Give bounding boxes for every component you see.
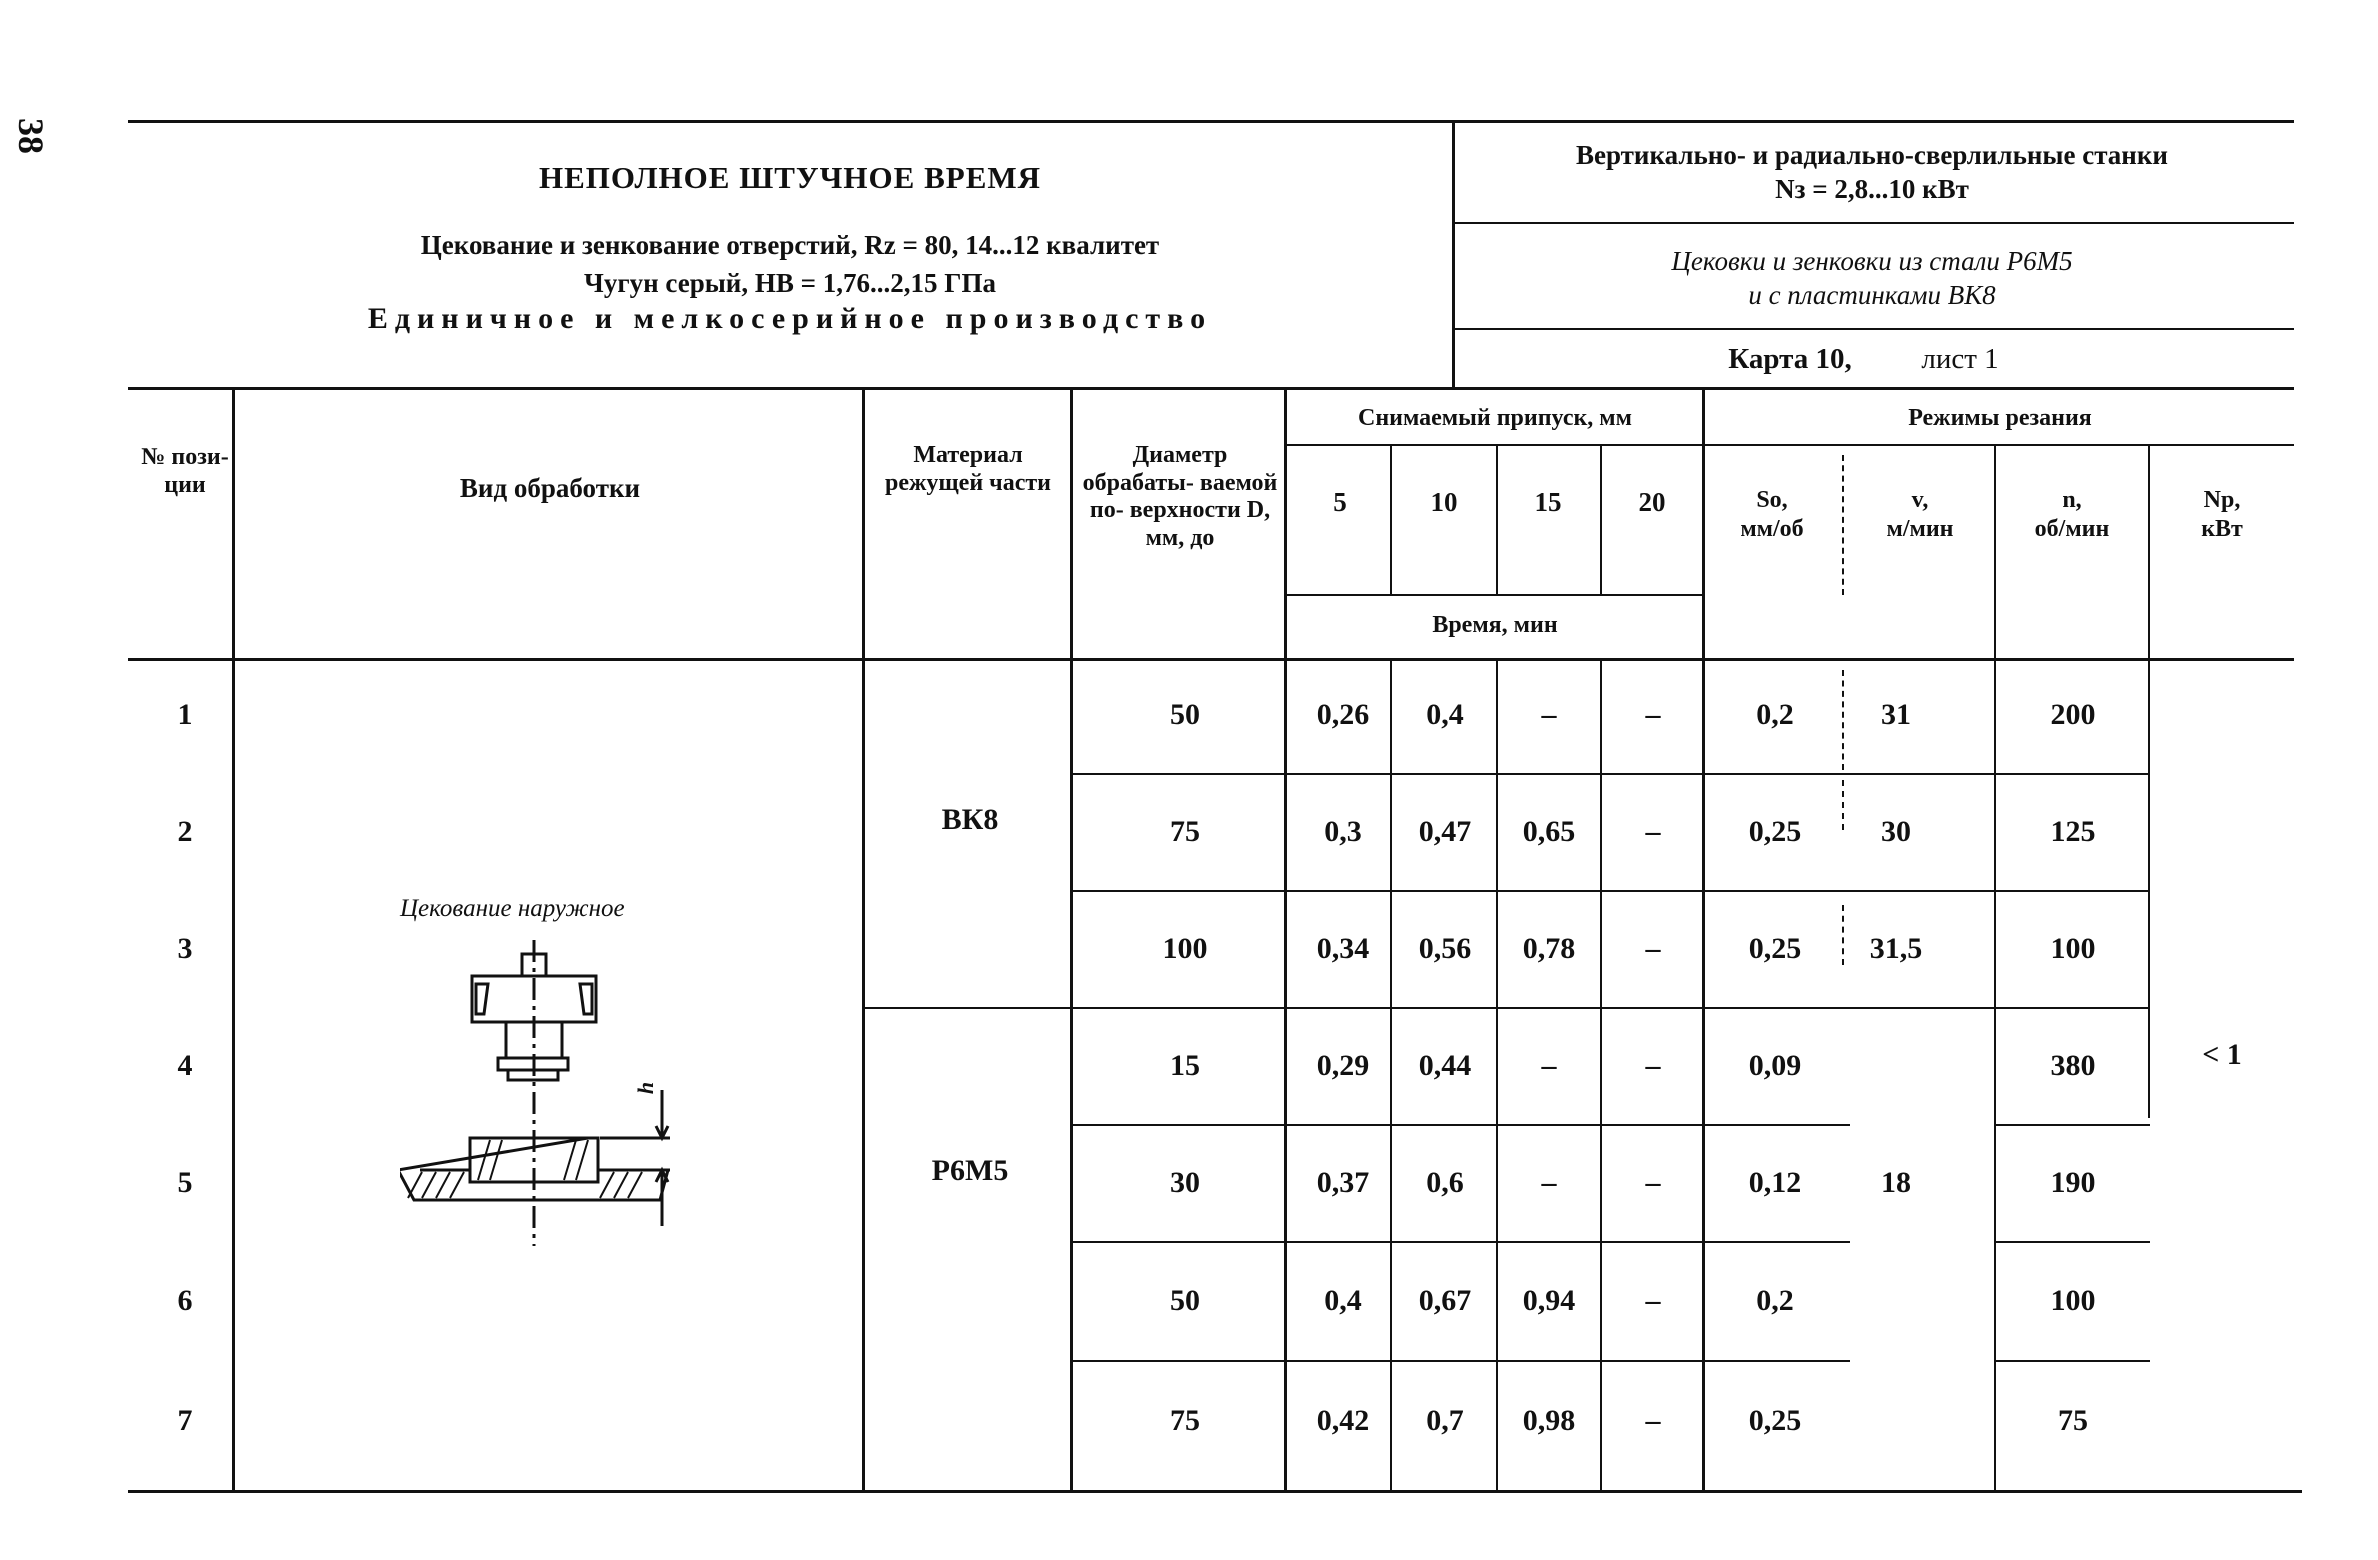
allowance-15: 15 — [1534, 487, 1562, 517]
col-line-t15-b — [1496, 658, 1498, 1490]
cell-t20: – — [1645, 932, 1661, 965]
header-right-rule-2 — [1452, 328, 2294, 330]
cell-s: 0,2 — [1756, 1284, 1794, 1317]
col-header-n: n, — [2062, 487, 2082, 513]
col-line-1 — [232, 387, 235, 1491]
cell-pos: 5 — [177, 1166, 193, 1199]
dash-sv-2 — [1842, 780, 1844, 830]
cell-t15: 0,94 — [1522, 1284, 1576, 1317]
sheet-number: лист 1 — [1921, 343, 1999, 375]
time-rule — [1284, 594, 1704, 596]
row-rule-4a — [1070, 1124, 1850, 1126]
table-header-bottom-rule — [128, 658, 2294, 661]
cell-t15: 0,65 — [1522, 815, 1576, 848]
col-header-diameter: Диаметр обрабаты- ваемой по- верхности D, мм, до — [1082, 442, 1278, 551]
row-rule-2 — [1070, 890, 2150, 892]
dash-sv-1 — [1842, 670, 1844, 770]
cell-pos: 4 — [177, 1049, 193, 1082]
col-line-2 — [862, 387, 865, 1491]
dash-sv-3 — [1842, 905, 1844, 965]
row-rule-1 — [1070, 773, 2150, 775]
row-rule-4b — [1994, 1124, 2150, 1126]
cell-t10: 0,67 — [1418, 1284, 1472, 1317]
tool-desc-2: и с пластинками ВК8 — [1748, 280, 1996, 310]
header-line-2: Чугун серый, НВ = 1,76...2,15 ГПа — [584, 268, 996, 298]
document-title: НЕПОЛНОЕ ШТУЧНОЕ ВРЕМЯ — [538, 160, 1042, 195]
allowance-rule — [1284, 444, 1704, 446]
dash-sv-header — [1842, 455, 1844, 595]
row-rule-3 — [862, 1007, 2150, 1009]
cell-t10: 0,47 — [1418, 815, 1472, 848]
sketch-dimension-h: h — [633, 1081, 659, 1095]
counterbore-sketch — [400, 940, 700, 1260]
cell-t15: – — [1541, 1166, 1557, 1199]
col-header-time: Время, мин — [1432, 612, 1558, 638]
table-bottom-rule — [128, 1490, 2302, 1493]
cell-s: 0,09 — [1748, 1049, 1802, 1082]
cell-t5: 0,26 — [1316, 698, 1370, 731]
cell-d: 50 — [1170, 698, 1200, 731]
modes-rule — [1702, 444, 2294, 446]
cell-n: 200 — [2050, 698, 2096, 731]
cell-pos: 7 — [177, 1404, 193, 1437]
material-r6m5: Р6М5 — [931, 1154, 1009, 1187]
col-header-pos: № пози- ции — [141, 444, 229, 498]
card-number: Карта 10, — [1728, 343, 1852, 375]
header-right-rule-1 — [1452, 222, 2294, 224]
cell-t20: – — [1645, 1404, 1661, 1437]
col-header-np-unit: кВт — [2201, 516, 2243, 542]
cell-t10: 0,7 — [1426, 1404, 1464, 1437]
col-line-t20-b — [1600, 658, 1602, 1490]
cell-v: 30 — [1881, 815, 1911, 848]
cell-t10: 0,4 — [1426, 698, 1464, 731]
cell-n: 125 — [2050, 815, 2096, 848]
cell-t10: 0,44 — [1418, 1049, 1472, 1082]
col-line-np — [2148, 445, 2150, 658]
cell-pos: 3 — [177, 932, 193, 965]
cell-t5: 0,42 — [1316, 1404, 1370, 1437]
row-rule-6b — [1994, 1360, 2150, 1362]
col-line-4 — [1284, 387, 1287, 1491]
tool-desc-1: Цековки и зенковки из стали Р6М5 — [1671, 246, 2073, 276]
cell-t15: 0,98 — [1522, 1404, 1576, 1437]
cell-t20: – — [1645, 1049, 1661, 1082]
cell-s: 0,25 — [1748, 932, 1802, 965]
cell-pos: 1 — [177, 698, 193, 731]
col-line-t15 — [1496, 445, 1498, 595]
col-line-5 — [1702, 387, 1705, 1491]
cell-s: 0,12 — [1748, 1166, 1802, 1199]
cell-n: 100 — [2050, 1284, 2096, 1317]
machine-power: Nз = 2,8...10 кВт — [1775, 174, 1969, 204]
cell-t5: 0,4 — [1324, 1284, 1362, 1317]
cell-n: 100 — [2050, 932, 2096, 965]
col-line-3 — [1070, 387, 1073, 1491]
cell-pos: 6 — [177, 1284, 193, 1317]
cell-n: 380 — [2050, 1049, 2096, 1082]
cell-pos: 2 — [177, 815, 193, 848]
cell-s: 0,2 — [1756, 698, 1794, 731]
cell-d: 15 — [1170, 1049, 1200, 1082]
allowance-10: 10 — [1430, 487, 1458, 517]
col-header-v-unit: м/мин — [1886, 516, 1954, 542]
col-header-material: Материал режущей части — [885, 442, 1051, 496]
machine-type: Вертикально- и радиально-сверлильные станки — [1576, 140, 2168, 170]
col-line-t20 — [1600, 445, 1602, 595]
cell-d: 75 — [1170, 815, 1200, 848]
header-divider — [1452, 120, 1455, 388]
cell-t20: – — [1645, 1284, 1661, 1317]
header-top-rule — [128, 120, 2294, 123]
cell-t5: 0,3 — [1324, 815, 1362, 848]
header-line-1: Цекование и зенкование отверстий, Rz = 80, 14...12 квалитет — [420, 230, 1160, 260]
table-top-rule — [128, 387, 2294, 390]
cell-t5: 0,34 — [1316, 932, 1370, 965]
cell-t15: – — [1541, 1049, 1557, 1082]
cell-d: 75 — [1170, 1404, 1200, 1437]
material-vk8: ВК8 — [941, 803, 999, 836]
cell-s: 0,25 — [1748, 1404, 1802, 1437]
col-header-type: Вид обработки — [459, 473, 641, 503]
row-rule-5a — [1070, 1241, 1850, 1243]
cell-t5: 0,29 — [1316, 1049, 1370, 1082]
col-header-np: Nр, — [2203, 487, 2241, 513]
allowance-20: 20 — [1638, 487, 1666, 517]
cell-t20: – — [1645, 1166, 1661, 1199]
page-number: 38 — [11, 118, 51, 154]
cell-n: 75 — [2058, 1404, 2088, 1437]
col-header-modes: Режимы резания — [1908, 405, 2092, 431]
power-value: < 1 — [2202, 1038, 2242, 1071]
cell-s: 0,25 — [1748, 815, 1802, 848]
allowance-5: 5 — [1333, 487, 1347, 517]
cell-t10: 0,56 — [1418, 932, 1472, 965]
col-header-allowance: Снимаемый припуск, мм — [1357, 405, 1632, 431]
cell-t10: 0,6 — [1426, 1166, 1464, 1199]
cell-d: 30 — [1170, 1166, 1200, 1199]
cell-t5: 0,37 — [1316, 1166, 1370, 1199]
cell-v: 18 — [1881, 1166, 1911, 1199]
row-rule-6a — [1070, 1360, 1850, 1362]
sketch-label: Цекование наружное — [400, 895, 625, 922]
cell-v: 31,5 — [1869, 932, 1923, 965]
row-rule-5b — [1994, 1241, 2150, 1243]
header-line-3: Единичное и мелкосерийное производство — [367, 302, 1213, 335]
col-header-s: Sо, — [1756, 487, 1788, 513]
col-line-t10 — [1390, 445, 1392, 595]
col-header-v: v, — [1911, 487, 1929, 513]
col-header-n-unit: об/мин — [2034, 516, 2110, 542]
cell-d: 50 — [1170, 1284, 1200, 1317]
cell-t20: – — [1645, 698, 1661, 731]
cell-d: 100 — [1162, 932, 1208, 965]
col-header-s-unit: мм/об — [1740, 516, 1804, 542]
col-line-t10-b — [1390, 658, 1392, 1490]
cell-t20: – — [1645, 815, 1661, 848]
cell-t15: – — [1541, 698, 1557, 731]
col-line-np-b — [2148, 658, 2150, 1118]
cell-n: 190 — [2050, 1166, 2096, 1199]
cell-v: 31 — [1881, 698, 1911, 731]
col-line-n — [1994, 445, 1996, 1491]
cell-t15: 0,78 — [1522, 932, 1576, 965]
